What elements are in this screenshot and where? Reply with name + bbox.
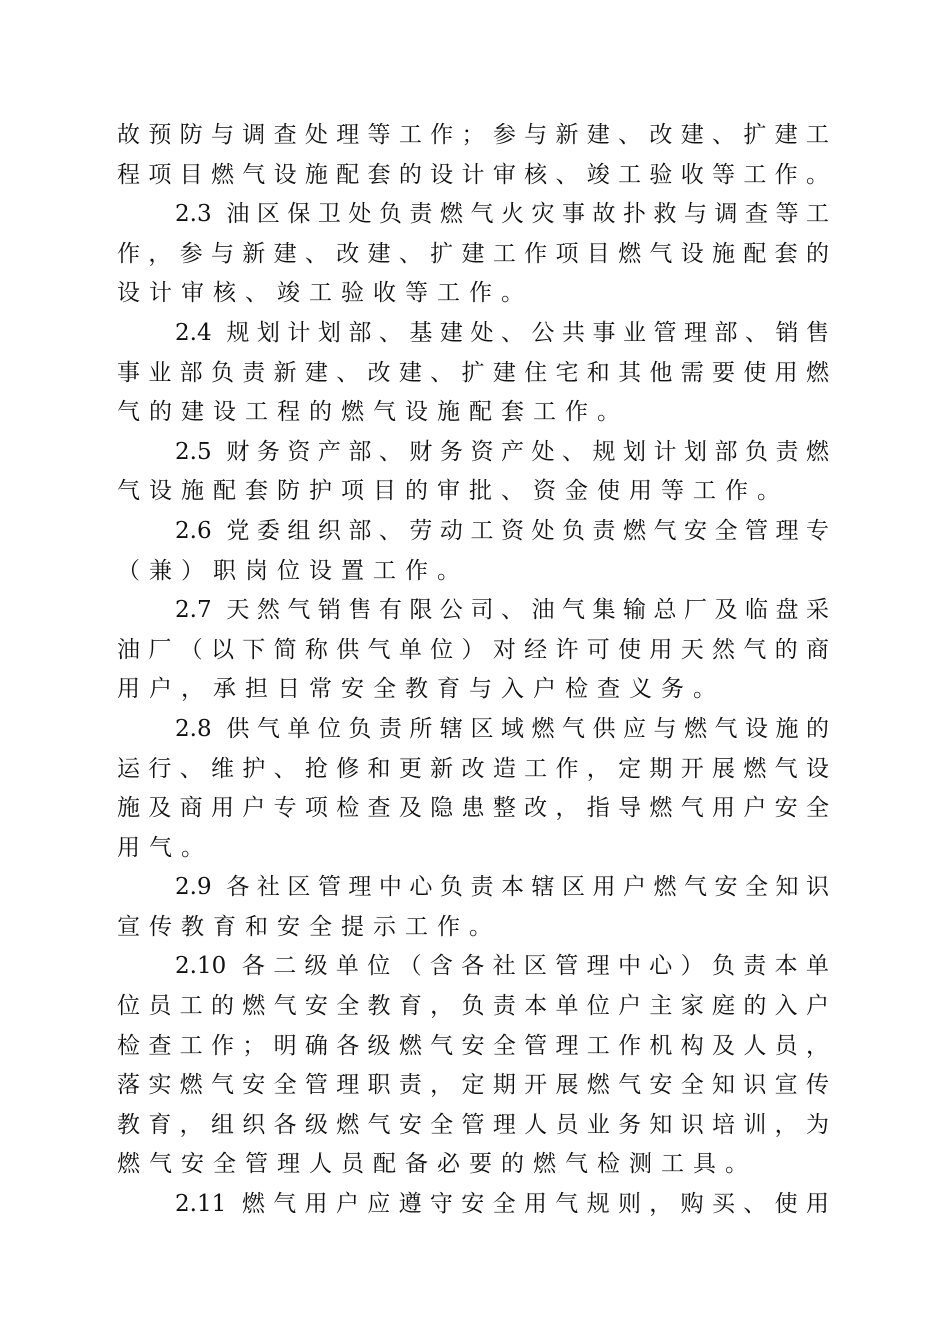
text-line: 气的建设工程的燃气设施配套工作。 — [117, 399, 629, 426]
paragraph-first-line: 2.6 党委组织部、劳动工资处负责燃气安全管理专 — [175, 517, 829, 544]
paragraph-first-line: 2.10 各二级单位（含各社区管理中心）负责本单 — [175, 953, 829, 980]
text-line: 教育，组织各级燃气安全管理人员业务知识培训，为 — [117, 1111, 829, 1138]
paragraph-first-line: 2.4 规划计划部、基建处、公共事业管理部、销售 — [175, 319, 829, 346]
text-line: 气设施配套防护项目的审批、资金使用等工作。 — [117, 478, 789, 505]
text-line: 落实燃气安全管理职责，定期开展燃气安全知识宣传 — [117, 1072, 829, 1099]
text-line: 运行、维护、抢修和更新改造工作，定期开展燃气设 — [117, 755, 829, 782]
text-line: 事业部负责新建、改建、扩建住宅和其他需要使用燃 — [117, 359, 829, 386]
text-line: 宣传教育和安全提示工作。 — [117, 913, 501, 940]
text-line: 检查工作；明确各级燃气安全管理工作机构及人员， — [117, 1032, 829, 1059]
paragraph-first-line: 2.11 燃气用户应遵守安全用气规则，购买、使用 — [175, 1191, 829, 1218]
paragraph-first-line: 2.5 财务资产部、财务资产处、规划计划部负责燃 — [175, 438, 829, 465]
text-line: 程项目燃气设施配套的设计审核、竣工验收等工作。 — [117, 161, 829, 188]
paragraph-first-line: 2.7 天然气销售有限公司、油气集输总厂及临盘采 — [175, 597, 829, 624]
text-line: 油厂（以下简称供气单位）对经许可使用天然气的商 — [117, 636, 829, 663]
paragraph-first-line: 2.3 油区保卫处负责燃气火灾事故扑救与调查等工 — [175, 201, 829, 228]
text-line: 设计审核、竣工验收等工作。 — [117, 280, 533, 307]
text-line: 故预防与调查处理等工作；参与新建、改建、扩建工 — [117, 122, 829, 148]
text-line: 燃气安全管理人员配备必要的燃气检测工具。 — [117, 1151, 757, 1178]
text-line: 作，参与新建、改建、扩建工作项目燃气设施配套的 — [117, 240, 829, 267]
text-line: 用户，承担日常安全教育与入户检查义务。 — [117, 676, 725, 703]
text-line: （兼）职岗位设置工作。 — [117, 557, 469, 584]
paragraph-first-line: 2.9 各社区管理中心负责本辖区用户燃气安全知识 — [175, 874, 829, 901]
text-line: 位员工的燃气安全教育，负责本单位户主家庭的入户 — [117, 993, 829, 1020]
text-line: 用气。 — [117, 834, 213, 861]
paragraph-first-line: 2.8 供气单位负责所辖区域燃气供应与燃气设施的 — [175, 715, 829, 742]
document-body — [117, 116, 829, 1225]
text-line: 施及商用户专项检查及隐患整改，指导燃气用户安全 — [117, 795, 829, 822]
